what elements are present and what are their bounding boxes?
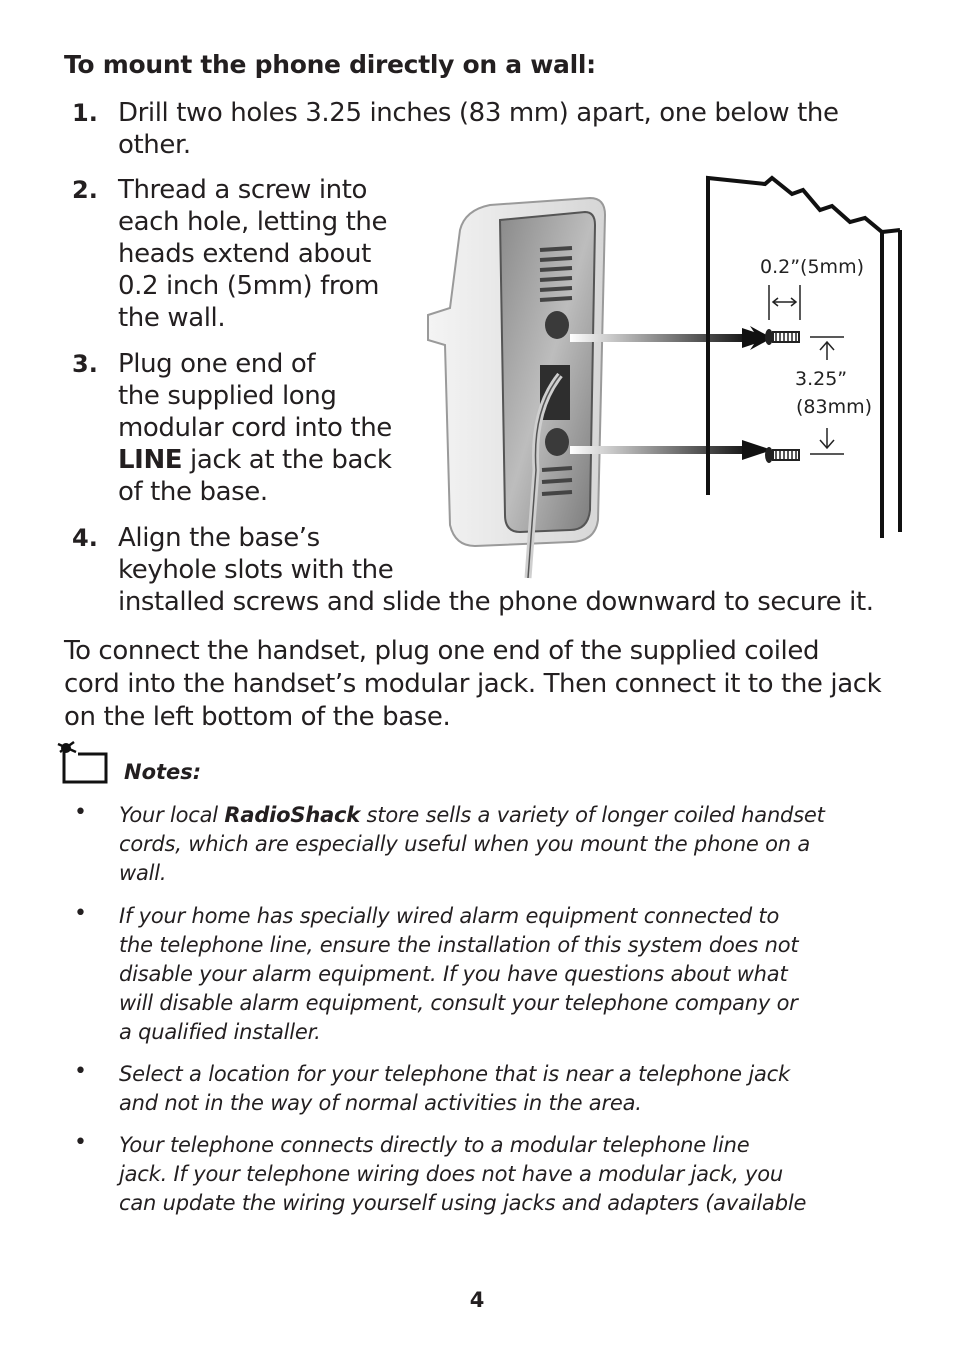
bullet-symbol: •	[74, 800, 87, 825]
step-3-line-rest: jack at the back	[182, 445, 392, 475]
bullet-symbol: •	[74, 1059, 87, 1084]
step-3-number: 3.	[72, 350, 98, 378]
step-3-line	[118, 444, 392, 476]
step-3-line: the supplied long	[118, 381, 337, 411]
notes-title: Notes:	[124, 760, 202, 784]
step-2-line: Thread a screw into	[118, 175, 368, 205]
wall-illustration	[708, 178, 900, 538]
note-text: store sells a variety of longer coiled handset	[360, 803, 825, 827]
note-line: and not in the way of normal activities in the area.	[119, 1091, 642, 1115]
note-item-2	[119, 902, 889, 1047]
note-line: jack. If your telephone wiring does not have a modular jack, you	[119, 1162, 784, 1186]
paragraph-line: cord into the handset’s modular jack. Then connect it to the jack	[64, 669, 882, 699]
note-item-4	[119, 1131, 889, 1218]
paragraph-line: on the left bottom of the base.	[64, 702, 451, 732]
step-2-line: 0.2 inch (5mm) from	[118, 271, 380, 301]
page-number: 4	[469, 1288, 485, 1312]
note-item-1	[119, 801, 889, 888]
note-item-3	[119, 1060, 889, 1118]
note-text: Your local	[119, 803, 225, 827]
note-line: wall.	[119, 861, 167, 885]
step-1-text	[118, 97, 839, 161]
step-2-line: the wall.	[118, 303, 226, 333]
step-2-number: 2.	[72, 176, 98, 204]
note-line: the telephone line, ensure the installation of this system does not	[119, 933, 799, 957]
brand-name: RadioShack	[224, 803, 361, 827]
step-4-line: installed screws and slide the phone downward to secure it.	[118, 587, 874, 617]
screw-icon	[765, 447, 799, 463]
step-3-line: modular cord into the	[118, 413, 392, 443]
note-line	[119, 801, 889, 830]
phone-base-illustration	[428, 198, 605, 578]
step-2-line: heads extend about	[118, 239, 371, 269]
step-3-line: of the base.	[118, 477, 268, 507]
spacing-label-metric: (83mm)	[796, 396, 873, 418]
gap-label: 0.2”(5mm)	[760, 256, 864, 278]
note-line: disable your alarm equipment. If you have questions about what	[119, 962, 788, 986]
gap-dimension-marker	[769, 285, 800, 320]
screw-icon	[765, 329, 799, 345]
step-2-text	[118, 174, 387, 334]
bullet-symbol: •	[74, 901, 87, 926]
paragraph-line: To connect the handset, plug one end of the supplied coiled	[64, 636, 820, 666]
line-jack-label: LINE	[118, 445, 183, 475]
note-line: can update the wiring yourself using jacks and adapters (available	[119, 1191, 807, 1215]
spacing-label: 3.25”	[795, 368, 848, 390]
step-1-line: Drill two holes 3.25 inches (83 mm) apart, one below the	[118, 98, 839, 128]
note-line: Your telephone connects directly to a modular telephone line	[119, 1133, 750, 1157]
step-2-line: each hole, letting the	[118, 207, 388, 237]
step-1-line: other.	[118, 130, 191, 160]
step-4-line: Align the base’s	[118, 523, 320, 553]
note-line: If your home has specially wired alarm equipment connected to	[119, 904, 780, 928]
section-heading: To mount the phone directly on a wall:	[64, 50, 596, 79]
note-line: a qualified installer.	[119, 1020, 321, 1044]
step-3-line: Plug one end of	[118, 349, 316, 379]
bullet-symbol: •	[74, 1130, 87, 1155]
step-4-number: 4.	[72, 524, 98, 552]
step-4-line: keyhole slots with the	[118, 555, 394, 585]
notepad-icon	[54, 738, 114, 788]
note-line: Select a location for your telephone that is near a telephone jack	[119, 1062, 790, 1086]
step-3-text	[118, 348, 392, 508]
note-line: will disable alarm equipment, consult your telephone company or	[119, 991, 798, 1015]
step-1-number: 1.	[72, 99, 98, 127]
handset-connection-paragraph	[64, 635, 904, 734]
wall-mount-diagram	[420, 170, 910, 585]
note-line: cords, which are especially useful when you mount the phone on a	[119, 832, 811, 856]
